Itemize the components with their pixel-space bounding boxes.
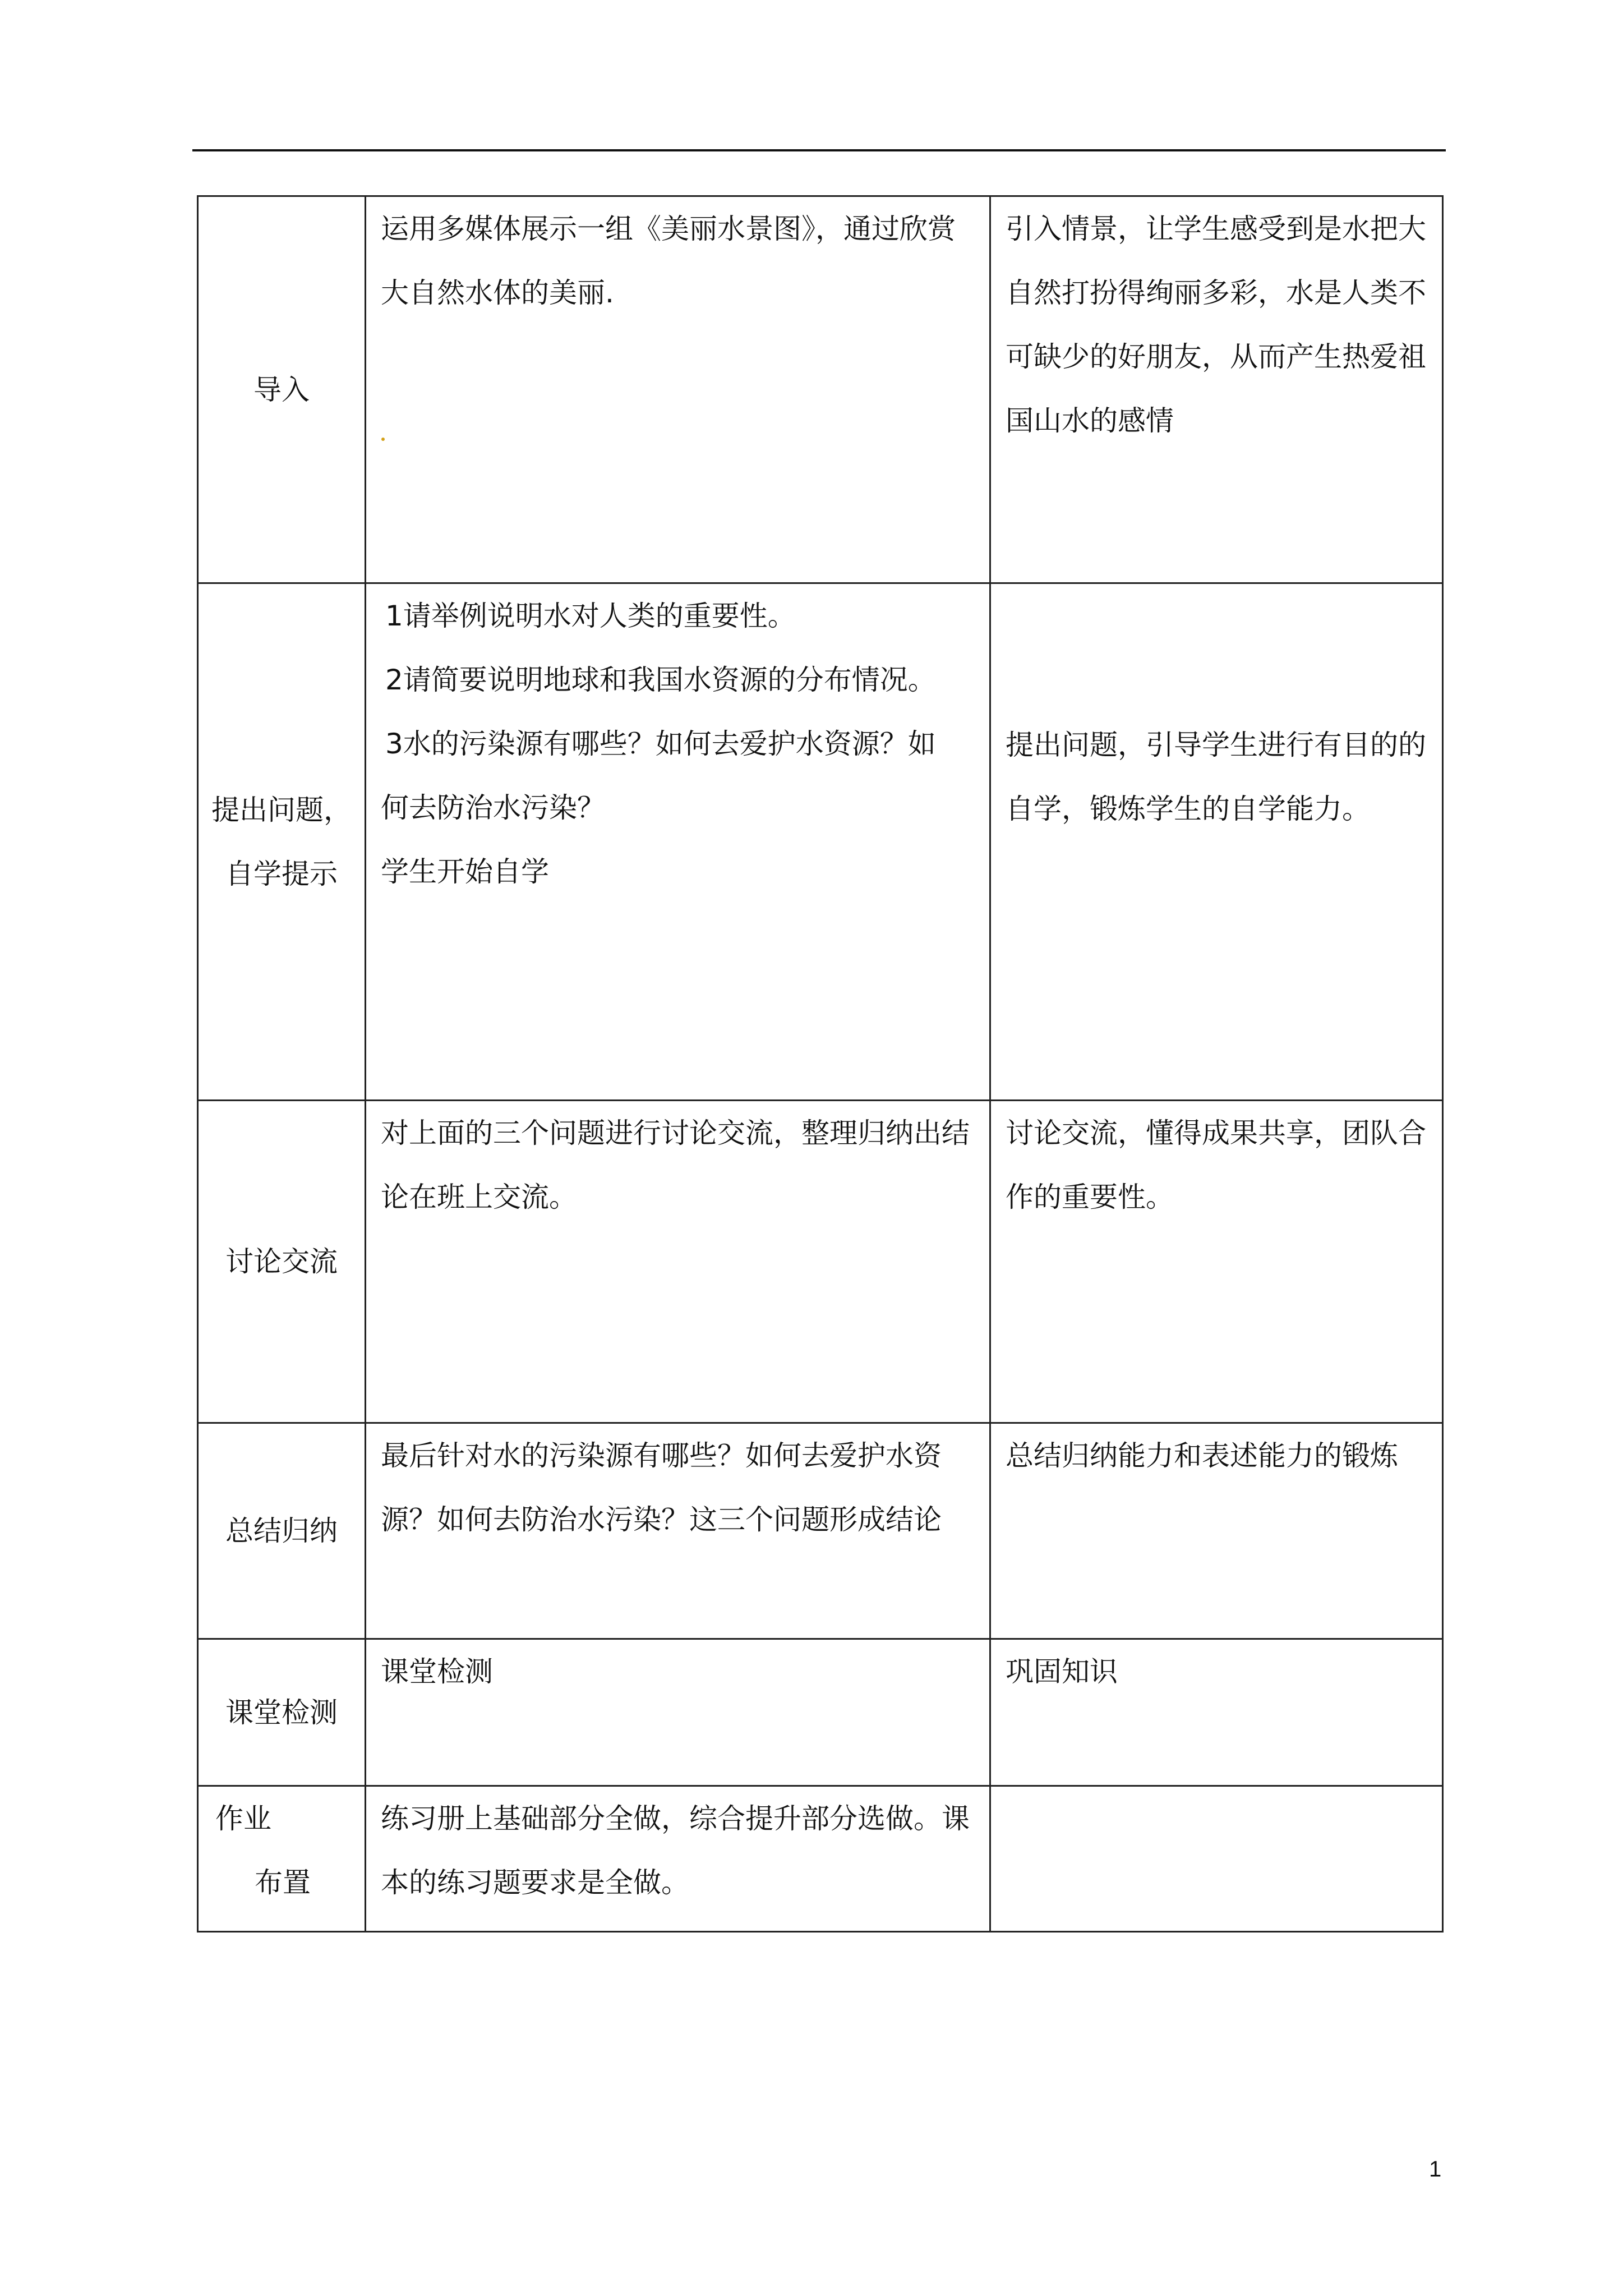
- stage-label: 布置: [255, 1866, 311, 1899]
- table-row: [198, 1101, 1443, 1423]
- page-number: 1: [1429, 2157, 1442, 2182]
- activity-line: 最后针对水的污染源有哪些？如何去爱护水资: [381, 1439, 942, 1472]
- header-rule: [192, 149, 1446, 151]
- activity-line: 论在班上交流。: [381, 1181, 577, 1213]
- activity-line: 运用多媒体展示一组《美丽水景图》，通过欣赏: [381, 213, 956, 245]
- stage-cell: [198, 1639, 366, 1786]
- intent-line: 讨论交流，懂得成果共享，团队合: [1006, 1117, 1426, 1149]
- intent-cell: [990, 1786, 1443, 1932]
- table-row: [198, 1423, 1443, 1639]
- intent-line: 提出问题，引导学生进行有目的的: [1006, 729, 1426, 761]
- intent-line: 国山水的感情: [1006, 404, 1174, 437]
- stage-cell: [198, 1423, 366, 1639]
- activity-line: 源？如何去防治水污染？这三个问题形成结论: [381, 1503, 942, 1536]
- activity-line: 何去防治水污染？: [381, 792, 605, 824]
- activity-line: 练习册上基础部分全做，综合提升部分选做。课: [381, 1802, 970, 1835]
- stage-label: 讨论交流: [225, 1245, 338, 1278]
- stray-mark: [381, 438, 385, 441]
- stage-label: 作业: [215, 1802, 271, 1835]
- intent-line: 巩固知识: [1006, 1655, 1118, 1688]
- activity-cell: [366, 1101, 990, 1423]
- intent-line: 引入情景，让学生感受到是水把大: [1006, 213, 1426, 245]
- intent-line: 自学，锻炼学生的自学能力。: [1006, 793, 1370, 825]
- activity-cell: [366, 583, 990, 1101]
- stage-cell: [198, 196, 366, 583]
- table-row: [198, 196, 1443, 583]
- lesson-plan-table: [197, 195, 1444, 1932]
- stage-cell: [198, 583, 366, 1101]
- intent-cell: [990, 196, 1443, 583]
- intent-line: 可缺少的好朋友，从而产生热爱祖: [1006, 341, 1426, 373]
- stage-label: 提出问题，: [211, 793, 352, 826]
- intent-line: 作的重要性。: [1006, 1181, 1174, 1213]
- activity-cell: [366, 196, 990, 583]
- intent-cell: [990, 1639, 1443, 1786]
- activity-line: 3水的污染源有哪些？如何去爱护水资源？如: [385, 728, 936, 760]
- intent-line: 自然打扮得绚丽多彩，水是人类不: [1006, 277, 1426, 309]
- activity-line: 对上面的三个问题进行讨论交流，整理归纳出结: [381, 1117, 970, 1149]
- activity-cell: [366, 1639, 990, 1786]
- activity-cell: [366, 1786, 990, 1932]
- stage-cell: [198, 1786, 366, 1932]
- activity-line: 1请举例说明水对人类的重要性。: [385, 600, 796, 632]
- table-row: [198, 583, 1443, 1101]
- intent-cell: [990, 1423, 1443, 1639]
- stage-cell: [198, 1101, 366, 1423]
- activity-cell: [366, 1423, 990, 1639]
- activity-line: 课堂检测: [381, 1655, 493, 1688]
- intent-cell: [990, 1101, 1443, 1423]
- activity-line: 学生开始自学: [381, 855, 549, 888]
- stage-label: 课堂检测: [225, 1696, 338, 1729]
- activity-line: 2请简要说明地球和我国水资源的分布情况。: [385, 664, 936, 696]
- table-row: [198, 1786, 1443, 1932]
- activity-line: 本的练习题要求是全做。: [381, 1866, 689, 1899]
- activity-line: 大自然水体的美丽.: [381, 277, 614, 309]
- stage-label: 总结归纳: [225, 1515, 338, 1547]
- intent-cell: [990, 583, 1443, 1101]
- table-row: [198, 1639, 1443, 1786]
- intent-line: 总结归纳能力和表述能力的锻炼: [1006, 1439, 1398, 1472]
- stage-label: 自学提示: [225, 857, 338, 890]
- stage-label: 导入: [253, 373, 310, 406]
